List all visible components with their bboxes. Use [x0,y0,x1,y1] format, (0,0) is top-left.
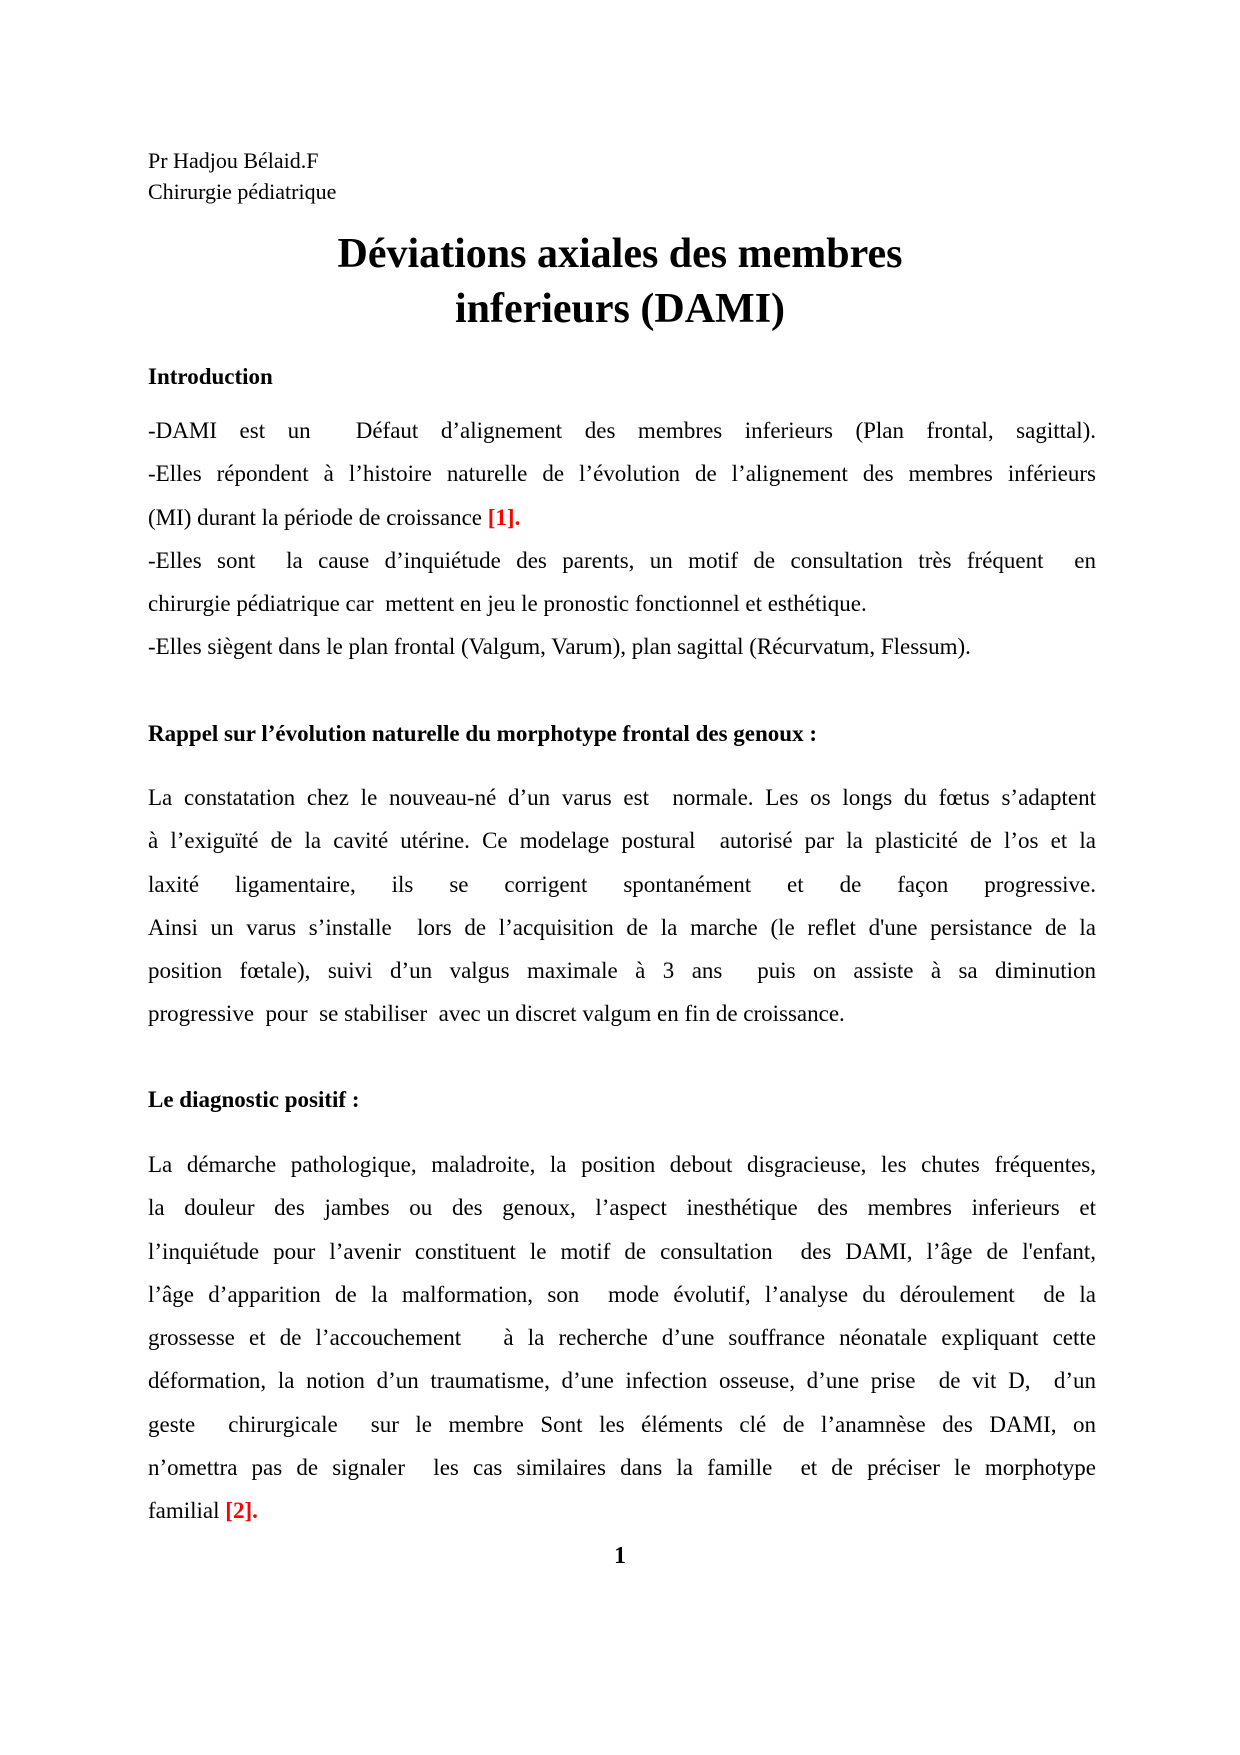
department: Chirurgie pédiatrique [148,179,337,204]
text-line [148,1143,1096,1186]
text-line [148,452,1096,495]
line-text: déformation, la notion d’un traumatisme, d’une infection osseuse, d’une prise de vit D, d’un [148,1368,1096,1394]
text-line [148,1359,1096,1402]
section-body-rappel [148,776,1096,1036]
line-text: chirurgie pédiatrique car mettent en jeu le pronostic fonctionnel et esthétique. [148,591,867,617]
text-line [148,776,1096,819]
text-line [148,1186,1096,1229]
text-line [148,1489,1096,1532]
page-number: 1 [614,1543,626,1569]
line-text: geste chirurgicale sur le membre Sont les éléments clé de l’anamnèse des DAMI, on [148,1411,1096,1437]
line-text: La constatation chez le nouveau-né d’un varus est normale. Les os longs du fœtus s’adaptent [148,785,1096,810]
text-line [148,496,1096,539]
line-text: grossesse et de l’accouchement à la recherche d’une souffrance néonatale expliquant cette [148,1325,1096,1351]
text-line [148,906,1096,949]
line-text: progressive pour se stabiliser avec un discret valgum en fin de croissance. [148,1001,845,1027]
text-line [148,1446,1096,1489]
text-line [148,863,1096,906]
author-name: Pr Hadjou Bélaid.F [148,148,319,173]
text-line [148,1316,1096,1359]
text-line [148,582,1096,625]
line-text: à l’exiguïté de la cavité utérine. Ce modelage postural autorisé par la plasticité de l’os et la [148,828,1096,854]
line-text: -Elles siègent dans le plan frontal (Valgum, Varum), plan sagittal (Récurvatum, Flessum). [148,634,971,660]
document-title-line1: Déviations axiales des membres [337,231,903,277]
section-heading-introduction: Introduction [148,364,273,389]
line-text: position fœtale), suivi d’un valgus maximale à 3 ans puis on assiste à sa diminution [148,958,1096,984]
line-text: l’âge d’apparition de la malformation, son mode évolutif, l’analyse du déroulement de la [148,1281,1096,1307]
text-line [148,625,1096,668]
line-text: Ainsi un varus s’installe lors de l’acquisition de la marche (le reflet d'une persistance de la [148,914,1096,940]
line-text: familial [148,1498,226,1524]
section-heading-diagnostic: Le diagnostic positif : [148,1087,360,1112]
reference-citation: [1]. [487,504,521,530]
line-text: n’omettra pas de signaler les cas similaires dans la famille et de préciser le morphotype [148,1455,1096,1481]
text-line [148,949,1096,992]
line-text: (MI) durant la période de croissance [148,504,488,530]
section-body-introduction [148,409,1096,669]
text-line [148,1403,1096,1446]
text-line [148,1273,1096,1316]
text-line [148,539,1096,582]
line-text: -DAMI est un Défaut d’alignement des membres inferieurs (Plan frontal, sagittal). [148,418,1096,443]
section-body-diagnostic [148,1143,1096,1533]
line-text: La démarche pathologique, maladroite, la position debout disgracieuse, les chutes fréquentes, [148,1152,1096,1177]
document-title-line2: inferieurs (DAMI) [454,286,786,332]
text-line [148,409,1096,452]
text-line [148,1230,1096,1273]
reference-citation: [2]. [225,1498,258,1524]
line-text: l’inquiétude pour l’avenir constituent le motif de consultation des DAMI, l’âge de l'enfant, [148,1238,1096,1264]
line-text: -Elles répondent à l’histoire naturelle de l’évolution de l’alignement des membres inférieurs [148,461,1096,487]
text-line [148,819,1096,862]
text-line [148,992,1096,1035]
section-heading-rappel: Rappel sur l’évolution naturelle du morphotype frontal des genoux : [148,721,817,746]
line-text: -Elles sont la cause d’inquiétude des parents, un motif de consultation très fréquent en [148,547,1096,573]
line-text: la douleur des jambes ou des genoux, l’aspect inesthétique des membres inferieurs et [148,1195,1096,1221]
line-text: laxité ligamentaire, ils se corrigent spontanément et de façon progressive. [148,871,1096,897]
